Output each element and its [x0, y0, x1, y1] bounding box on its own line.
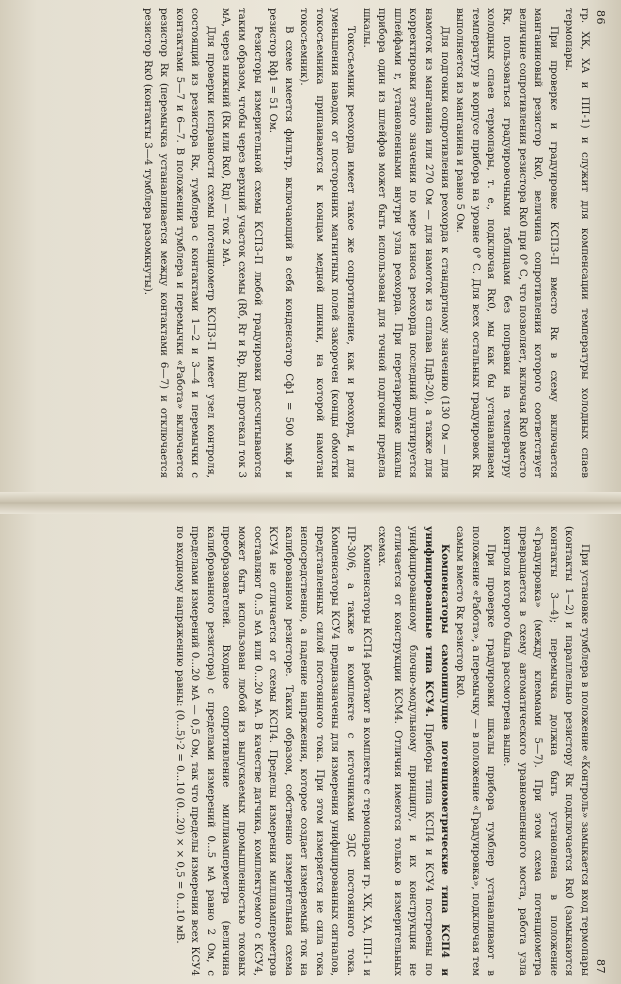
page-number-left: 86	[594, 10, 607, 25]
page-number-right: 87	[594, 959, 607, 974]
paragraph: При проверке градуировки шкалы прибора тумблер устанавливают в положение «Работа», а перемычку — в положение «Градуировка», подключая тем самым вместо Rк резистор Rк0.	[454, 526, 497, 976]
section-paragraph	[374, 526, 452, 976]
right-page	[10, 526, 610, 976]
paragraph: При установке тумблера в положение «Контроль» замыкается вход термопары (контакты 1—2) и параллельно резистору Rк подключается Rк0 (замыкаются контакты 3—4); перемычка должна быть установлена в положение «Градуировка» (между клеммами 5—7). При этом схема потенциометра превращается в схему автоматического уравновешенного моста, работа узла контроля которого была рассмотрена выше.	[501, 526, 590, 976]
paragraph: При проверке и градуировке КСП3-П вместо Rк в схему включается манганиновый резистор Rк0, величина сопротивления которого соответствует величине сопротивления резистора Rк0 при 0° С, что позволяет, включая Rк0 вместо Rк, пользоваться градуировочными таблицами без поправки на температуру холодных спаев термопары, т. е., подключая Rк0, мы как бы устанавливаем температуру в корпусе прибора на уровне 0° С. Для всех остальных градуировок Rк выполняется из манганина и равно 5 Ом.	[454, 8, 559, 478]
section-heading: Компенсаторы самопишущие потенциометрические типа КСП4 и унифицированные типа КСУ4.	[423, 526, 451, 976]
paragraph: Компенсаторы КСП4 работают в комплекте с термопарами гр. ХК, ХА, ПП-1 и ПР-30/6, а также в комплекте с источниками ЭДС постоянного тока. Компенсаторы КСУ4 предназначены для измерения унифицированных сигналов, представленных силой постоянного тока. При этом измеряется не сила тока непосредственно, а падение напряжения, которое создает измеряемый ток на калиброванном резисторе. Таким образом, собственно измерительная схема КСУ4 не отличается от схемы КСП4. Пределы измерения миллиамперметров составляют 0...5 мА или 0...20 мА. В качестве датчика, комплектуемого с КСУ4, может быть использован любой из выпускаемых промышленностью токовых преобразователей. Входное сопротивление миллиамперметра (величина калиброванного резистора) с пределами измерений 0...5 мА равно 2 Ом, с пределами измерений 0...20 мА — 0,5 Ом, так что пределы измерения всех КСУ4 по входному напряжению равны: (0...5)·2 = 0...10 (0...20) × × 0,5 = 0...10 мВ.	[173, 526, 372, 976]
paragraph: Для подгонки сопротивления реохорда к стандартному значению (130 Ом — для намоток из манганина или 270 Ом — для намоток из сплава ПдВ-20), а также для корректировки этого значения по мере износа реохорда последний шунтируется шлейфами r, установленными внутри узла реохорда. При перетарировке шкалы прибора один из шлейфов может быть использован для точной подгонки предела шкалы.	[360, 8, 450, 478]
paragraph: Токосъемник реохорда имеет такое же сопротивление, как и реохорд, и для уменьшения наводок от посторонних магнитных полей закорочен (концы обмотки токосъемника припаиваются к концам медной шинки, на которой намотан токосъемник).	[298, 8, 357, 478]
left-page-body	[140, 8, 592, 478]
paragraph: В схеме имеется фильтр, включающий в себя конденсатор Сф1 = 500 мкф и резистор Rф1 = 51 Ом.	[267, 8, 294, 478]
left-page	[10, 8, 610, 478]
section-heading-rest: Приборы типа КСП4 и КСУ4 построены по унифицированному блочно-модульному принципу, и их конструкция не отличается от конструкции КСМ4. Отличия имеются только в измерительных схемах.	[376, 526, 435, 976]
right-page-body	[171, 526, 592, 976]
book-gutter	[0, 492, 621, 514]
paragraph: Для проверки исправности схемы потенциометр КСП3-П имеет узел контроля, состоящий из резистора Rк, тумблера с контактами 1—2 и 3—4 и перемычки с контактами 5—7 и 6—7. В положении тумблера и перемычки «Работа» включается резистор Rк (перемычка устанавливается между контактами 6—7) и отключается резистор Rк0 (контакты 3—4 тумблера разомкнуты).	[142, 8, 216, 478]
paragraph: гр. ХК, ХА и ПП-1) и служит для компенсации температуры холодных спаев термопары.	[563, 8, 590, 478]
paragraph: Резисторы измерительной схемы КСП3-П любой градуировки рассчитываются таким образом, чтобы через верхний участок схемы (Rб, Rг и Rр, Rш) протекал ток 3 мА, через нижний (Rк или Rк0, Rд) — ток 2 мА.	[220, 8, 263, 478]
